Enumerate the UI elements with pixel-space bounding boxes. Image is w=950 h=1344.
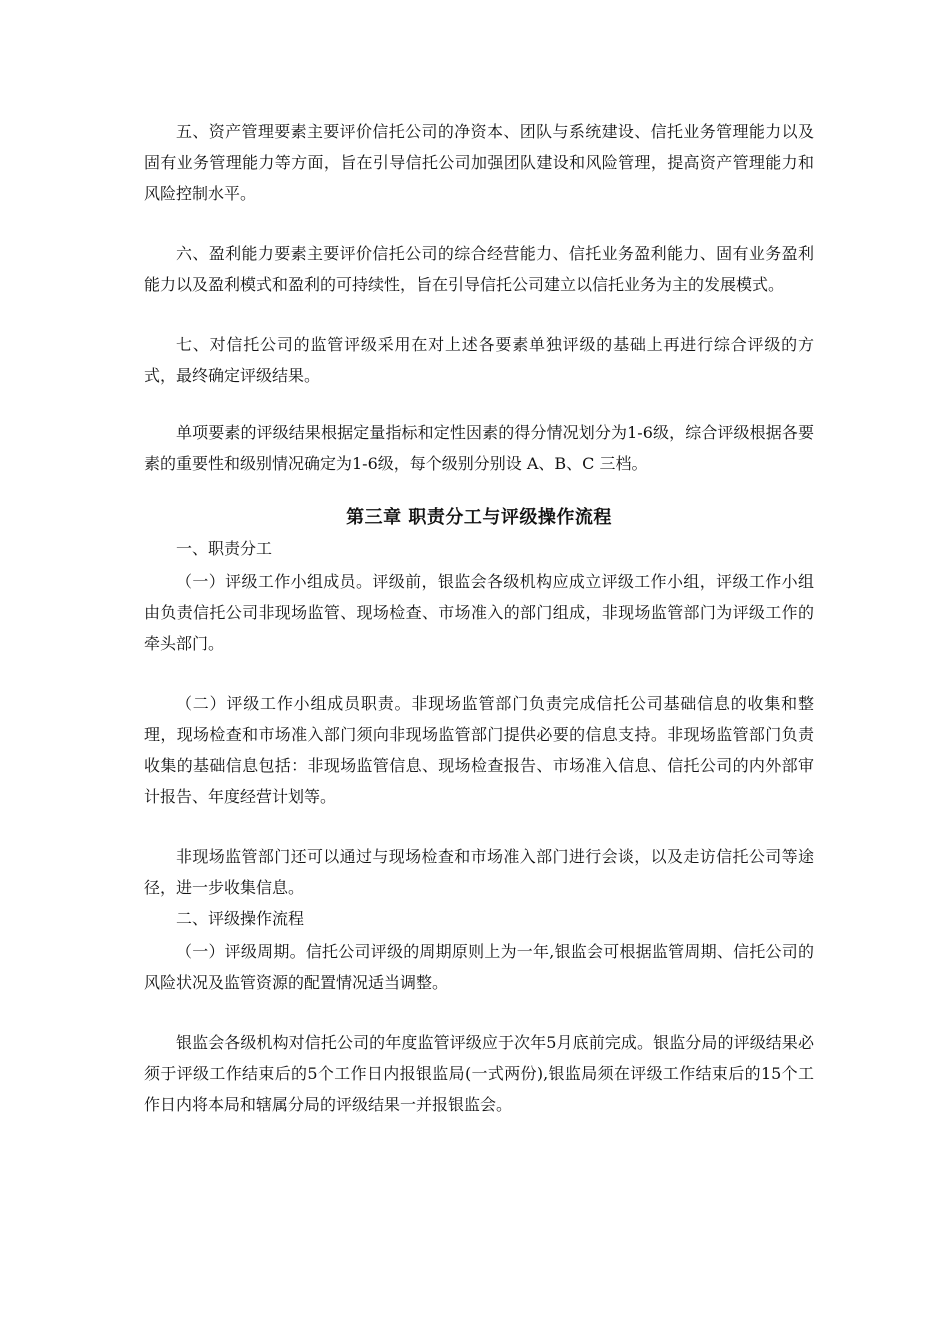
document-page (144, 116, 814, 1120)
paragraph-team-members: （一）评级工作小组成员。评级前，银监会各级机构应成立评级工作小组，评级工作小组由负责信托公司非现场监管、现场检查、市场准入的部门组成，非现场监管部门为评级工作的牵头部门。 (144, 572, 814, 653)
paragraph-rating-levels: 单项要素的评级结果根据定量指标和定性因素的得分情况划分为1-6级，综合评级根据各要素的重要性和级别情况确定为1-6级，每个级别分别设 A、B、C 三档。 (144, 423, 814, 473)
paragraph-rating-cycle: （一）评级周期。信托公司评级的周期原则上为一年,银监会可根据监管周期、信托公司的风险状况及监管资源的配置情况适当调整。 (144, 942, 814, 992)
paragraph-info-collection: 非现场监管部门还可以通过与现场检查和市场准入部门进行会谈，以及走访信托公司等途径，进一步收集信息。 (144, 847, 814, 897)
paragraph-profitability: 六、盈利能力要素主要评价信托公司的综合经营能力、信托业务盈利能力、固有业务盈利能力以及盈利模式和盈利的可持续性，旨在引导信托公司建立以信托业务为主的发展模式。 (144, 244, 814, 294)
paragraph-annual-deadline: 银监会各级机构对信托公司的年度监管评级应于次年5月底前完成。银监分局的评级结果必须于评级工作结束后的5个工作日内报银监局(一式两份),银监局须在评级工作结束后的15个工作日内将本局和辖属分局的评级结果一并报银监会。 (144, 1033, 814, 1114)
section-heading-process: 二、评级操作流程 (176, 909, 305, 928)
paragraph-asset-management: 五、资产管理要素主要评价信托公司的净资本、团队与系统建设、信托业务管理能力以及固有业务管理能力等方面，旨在引导信托公司加强团队建设和风险管理，提高资产管理能力和风险控制水平。 (144, 122, 814, 203)
section-heading-responsibilities: 一、职责分工 (176, 539, 273, 558)
chapter-title: 第三章 职责分工与评级操作流程 (346, 507, 612, 528)
paragraph-composite-rating: 七、对信托公司的监管评级采用在对上述各要素单独评级的基础上再进行综合评级的方式，最终确定评级结果。 (144, 335, 814, 385)
paragraph-team-duties: （二）评级工作小组成员职责。非现场监管部门负责完成信托公司基础信息的收集和整理，现场检查和市场准入部门须向非现场监管部门提供必要的信息支持。非现场监管部门负责收集的基础信息包括：非现场监管信息、现场检查报告、市场准入信息、信托公司的内外部审计报告、年度经营计划等。 (144, 694, 814, 806)
